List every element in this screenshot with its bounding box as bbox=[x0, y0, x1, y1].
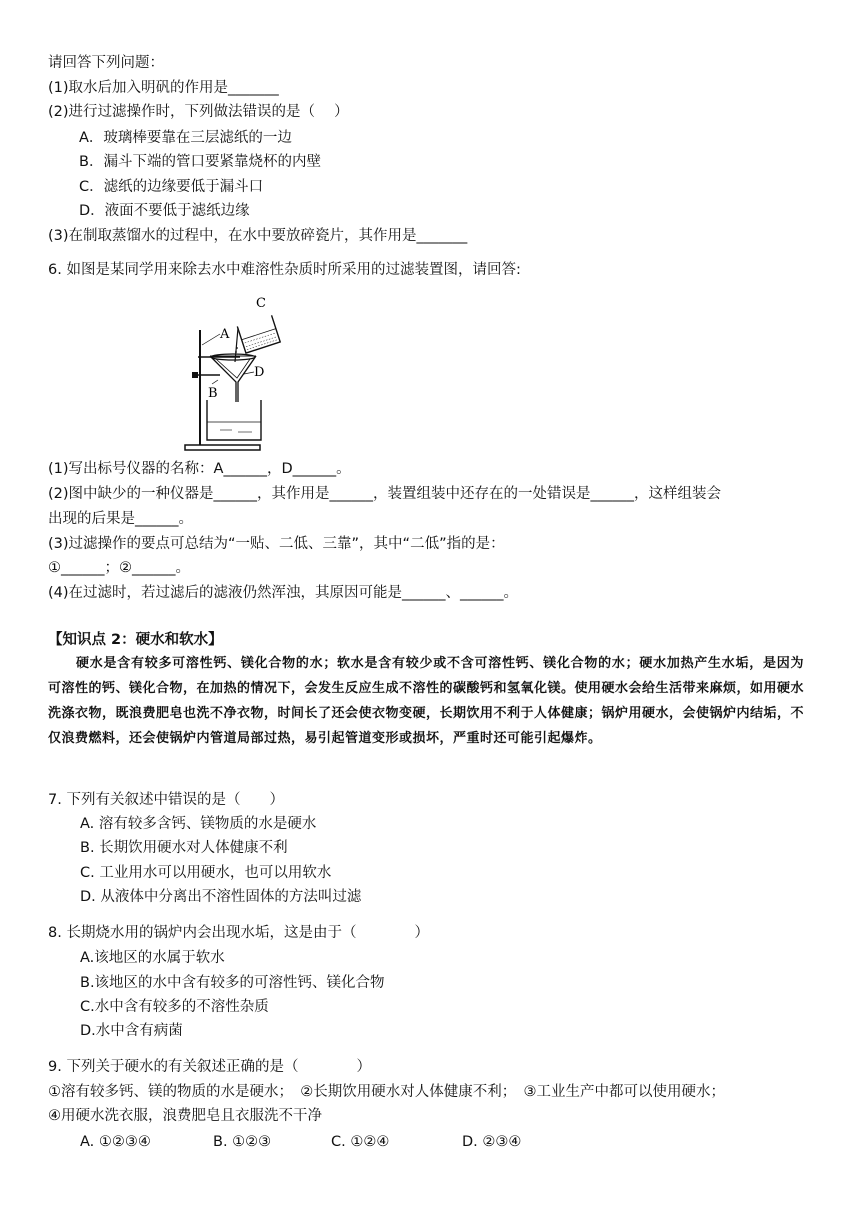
q5-sub3: (3)在制取蒸馏水的过程中，在水中要放碎瓷片，其作用是_______ bbox=[48, 228, 468, 244]
q6-sub2-line2: 出现的后果是______。 bbox=[48, 511, 193, 527]
knowledge-point-paragraph: 硬水是含有较多可溶性钙、镁化合物的水；软水是含有较少或不含可溶性钙、镁化合物的水；硬水加热产生水垢，是因为可溶性的钙、镁化合物，在加热的情况下，会发生反应生成不溶性的碳酸钙和氢氧化镁。使用硬水会给生活带来麻烦，如用硬水洗涤衣物，既浪费肥皂也洗不净衣物，时间长了还会使衣物变硬，长期饮用不利于人体健康；锅炉用硬水，会使锅炉内结垢，不仅浪费燃料，还会使锅炉内管道局部过热，易引起管道变形或损坏，严重时还可能引起爆炸。 bbox=[48, 656, 805, 746]
q8-option-d: D.水中含有病菌 bbox=[80, 1023, 183, 1039]
q7-stem: 7. 下列有关叙述中错误的是（ ） bbox=[48, 792, 284, 808]
figure-label-c: C bbox=[256, 296, 266, 311]
q5-sub1: (1)取水后加入明矾的作用是_______ bbox=[48, 80, 279, 96]
filtration-apparatus-figure bbox=[180, 290, 290, 455]
q5-option-d: D．液面不要低于滤纸边缘 bbox=[79, 203, 250, 219]
knowledge-point-title: 【知识点 2：硬水和软水】 bbox=[48, 632, 223, 648]
q8-option-a: A.该地区的水属于软水 bbox=[80, 950, 225, 966]
q8-option-c: C.水中含有较多的不溶性杂质 bbox=[80, 999, 269, 1015]
q9-statements-line2: ④用硬水洗衣服，浪费肥皂且衣服洗不干净 bbox=[48, 1108, 322, 1124]
q6-sub1: (1)写出标号仪器的名称：A______，D______。 bbox=[48, 461, 351, 477]
q6-sub3-blanks: ①______；②______。 bbox=[48, 560, 190, 576]
q5-option-c: C．滤纸的边缘要低于漏斗口 bbox=[79, 179, 264, 195]
q9-option-c: C. ①②④ bbox=[331, 1134, 390, 1150]
q6-sub4: (4)在过滤时，若过滤后的滤液仍然浑浊，其原因可能是______、______。 bbox=[48, 585, 519, 601]
q8-option-b: B.该地区的水中含有较多的可溶性钙、镁化合物 bbox=[80, 975, 385, 991]
figure-label-a: A bbox=[220, 327, 230, 342]
q9-option-a: A. ①②③④ bbox=[80, 1134, 151, 1150]
q7-option-b: B. 长期饮用硬水对人体健康不利 bbox=[80, 840, 288, 856]
q5-intro: 请回答下列问题： bbox=[48, 55, 164, 71]
q6-sub3: (3)过滤操作的要点可总结为“一贴、二低、三靠”，其中“二低”指的是： bbox=[48, 536, 505, 552]
q9-statements-line1: ①溶有较多钙、镁的物质的水是硬水； ②长期饮用硬水对人体健康不利； ③工业生产中都可以使用硬水； bbox=[48, 1084, 725, 1100]
q7-option-c: C. 工业用水可以用硬水，也可以用软水 bbox=[80, 865, 332, 881]
figure-label-b: B bbox=[208, 386, 218, 401]
q6-sub2-line1: (2)图中缺少的一种仪器是______，其作用是______，装置组装中还存在的一处错误是______，这样组装会 bbox=[48, 486, 722, 502]
q9-stem: 9. 下列关于硬水的有关叙述正确的是（ ） bbox=[48, 1059, 371, 1075]
q9-option-b: B. ①②③ bbox=[213, 1134, 272, 1150]
q7-option-d: D. 从液体中分离出不溶性固体的方法叫过滤 bbox=[80, 889, 362, 905]
q5-option-b: B．漏斗下端的管口要紧靠烧杯的内壁 bbox=[79, 154, 321, 170]
q5-sub2: (2)进行过滤操作时，下列做法错误的是（ ） bbox=[48, 104, 349, 120]
q9-option-d: D. ②③④ bbox=[462, 1134, 522, 1150]
q8-stem: 8. 长期烧水用的锅炉内会出现水垢，这是由于（ ） bbox=[48, 925, 429, 941]
q7-option-a: A. 溶有较多含钙、镁物质的水是硬水 bbox=[80, 816, 317, 832]
q6-stem: 6. 如图是某同学用来除去水中难溶性杂质时所采用的过滤装置图，请回答: bbox=[48, 262, 521, 278]
figure-label-d: D bbox=[254, 365, 265, 380]
q5-option-a: A．玻璃棒要靠在三层滤纸的一边 bbox=[79, 130, 292, 146]
